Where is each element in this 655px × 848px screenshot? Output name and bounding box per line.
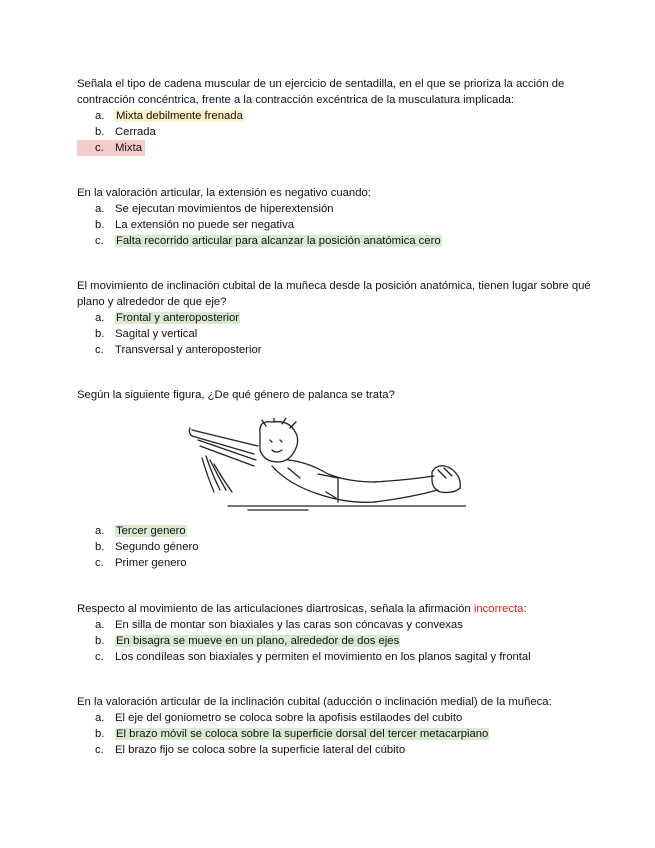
option-b[interactable] [77, 217, 597, 233]
options-list [77, 617, 637, 665]
option-c[interactable] [77, 742, 637, 758]
options-list [77, 523, 597, 571]
option-text: Los condíleas son biaxiales y permiten el movimiento en los planos sagital y frontal [115, 651, 531, 663]
option-letter: b. [95, 635, 105, 647]
option-text: El eje del goniometro se coloca sobre la apofisis estilaodes del cubito [115, 712, 463, 724]
options-list [77, 310, 597, 358]
option-letter: c. [95, 344, 104, 356]
option-a[interactable] [77, 523, 597, 539]
option-letter: c. [95, 744, 104, 756]
question-stem: En la valoración articular, la extensión es negativo cuando: [77, 187, 371, 199]
option-text: Mixta [115, 142, 142, 154]
option-letter: a. [95, 312, 105, 324]
stem-suffix: : [523, 603, 527, 615]
option-text: El brazo fijo se coloca sobre la superficie lateral del cúbito [115, 744, 406, 756]
option-b[interactable] [77, 726, 637, 742]
question-4-options [77, 523, 597, 571]
option-text: Transversal y anteroposterior [115, 344, 262, 356]
option-c[interactable] [77, 140, 145, 156]
option-letter: b. [95, 328, 105, 340]
option-letter: a. [95, 525, 105, 537]
question-1 [77, 76, 597, 156]
options-list [77, 201, 597, 249]
option-letter: c. [95, 142, 104, 154]
option-b[interactable] [77, 633, 637, 649]
option-letter: a. [95, 203, 105, 215]
option-c[interactable] [77, 649, 637, 665]
option-text: Mixta debilmente frenada [116, 110, 243, 122]
option-letter: b. [95, 126, 105, 138]
person-lying-prone-lever-figure-icon [188, 418, 466, 520]
option-text: En silla de montar son biaxiales y las caras son cóncavas y convexas [115, 619, 463, 631]
option-b[interactable] [77, 326, 597, 342]
question-stem: El movimiento de inclinación cubital de la muñeca desde la posición anatómica, tienen lugar sobre qué plano y alrededor de que eje? [77, 280, 591, 308]
option-a[interactable] [77, 310, 597, 326]
option-letter: c. [95, 651, 104, 663]
question-stem: Señala el tipo de cadena muscular de un ejercicio de sentadilla, en el que se prioriza la acción de contracción concéntrica, frente a la contracción excéntrica de la musculatura implicada: [77, 78, 565, 106]
option-c[interactable] [77, 342, 597, 358]
question-stem [77, 601, 637, 617]
option-text: Cerrada [115, 126, 156, 138]
option-b[interactable] [77, 124, 597, 140]
option-a[interactable] [77, 108, 597, 124]
option-letter: a. [95, 619, 105, 631]
option-text: Primer genero [115, 557, 187, 569]
option-c[interactable] [77, 233, 597, 249]
option-a[interactable] [77, 617, 637, 633]
option-b[interactable] [77, 539, 597, 555]
question-stem: En la valoración articular de la inclinación cubital (aducción o inclinación medial) de la muñeca: [77, 696, 552, 708]
option-a[interactable] [77, 201, 597, 217]
option-letter: c. [95, 557, 104, 569]
options-list [77, 710, 637, 758]
option-text: Falta recorrido articular para alcanzar la posición anatómica cero [116, 235, 441, 247]
stem-emphasis-incorrect: incorrecta [473, 603, 524, 615]
stem-prefix: Respecto al movimiento de las articulaciones diartrosicas, señala la afirmación [77, 603, 474, 615]
option-letter: c. [95, 235, 104, 247]
question-6 [77, 694, 637, 758]
option-letter: a. [95, 110, 105, 122]
question-2 [77, 185, 597, 249]
option-letter: b. [95, 219, 105, 231]
question-3 [77, 278, 597, 358]
option-text: Sagital y vertical [115, 328, 198, 340]
question-4 [77, 387, 597, 403]
question-stem: Según la siguiente figura, ¿De qué género de palanca se trata? [77, 389, 395, 401]
option-text: En bisagra se mueve en un plano, alrededor de dos ejes [116, 635, 400, 647]
options-list [77, 108, 597, 156]
option-text: Frontal y anteroposterior [116, 312, 240, 324]
question-5 [77, 601, 637, 665]
option-letter: a. [95, 712, 105, 724]
option-letter: b. [95, 728, 105, 740]
option-c[interactable] [77, 555, 597, 571]
option-a[interactable] [77, 710, 637, 726]
option-letter: b. [95, 541, 105, 553]
option-text: Tercer genero [116, 525, 186, 537]
option-text: La extensión no puede ser negativa [115, 219, 295, 231]
option-text: El brazo móvil se coloca sobre la superficie dorsal del tercer metacarpiano [116, 728, 489, 740]
option-text: Se ejecutan movimientos de hiperextensión [115, 203, 334, 215]
option-text: Segundo género [115, 541, 199, 553]
